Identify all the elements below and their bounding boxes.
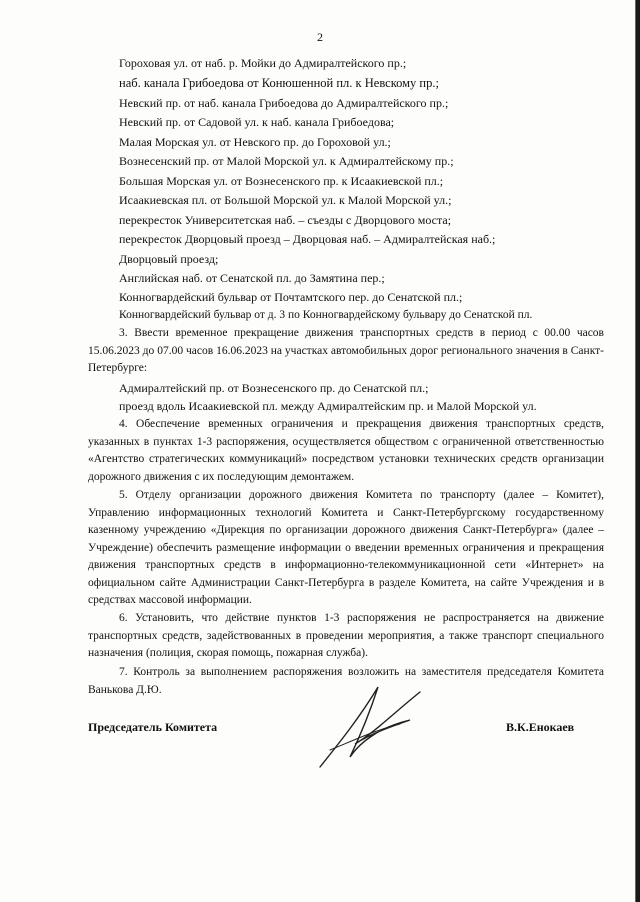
paragraph-6: 6. Установить, что действие пунктов 1-3 распоряжения не распространяется на движение транспортных средств, задействованных в проведении мероприятия, а также транспорт специального назначения (полиция, скорая помощь, пожарная служба). xyxy=(88,612,604,659)
road-line: Вознесенский пр. от Малой Морской ул. к Адмиралтейскому пр.; xyxy=(119,154,454,168)
road-line: Конногвардейский бульвар от д. 3 по Конногвардейскому бульвару до Сенатской пл. xyxy=(119,309,533,321)
signature-name: В.К.Енокаев xyxy=(506,720,575,734)
road-line: наб. канала Грибоедова от Конюшенной пл. к Невскому пр.; xyxy=(119,76,439,90)
road-line: проезд вдоль Исаакиевской пл. между Адмиралтейским пр. и Малой Морской ул. xyxy=(119,399,537,413)
road-line: Конногвардейский бульвар от Почтамтского пер. до Сенатской пл.; xyxy=(119,290,463,304)
handwritten-signature xyxy=(300,672,430,782)
signature-title: Председатель Комитета xyxy=(88,720,218,734)
road-line: Адмиралтейский пр. от Вознесенского пр. до Сенатской пл.; xyxy=(119,381,429,395)
road-line: Невский пр. от Садовой ул. к наб. канала Грибоедова; xyxy=(119,115,395,129)
road-line: Малая Морская ул. от Невского пр. до Гороховой ул.; xyxy=(119,135,391,149)
road-line: Гороховая ул. от наб. р. Мойки до Адмиралтейского пр.; xyxy=(119,56,407,70)
road-line: Большая Морская ул. от Вознесенского пр. к Исаакиевской пл.; xyxy=(119,174,444,188)
paragraph-7: 7. Контроль за выполнением распоряжения возложить на заместителя председателя Комитета Ванькова Д.Ю. xyxy=(88,666,604,696)
road-line: Дворцовый проезд; xyxy=(119,252,219,266)
scan-edge xyxy=(636,0,640,902)
page-number: 2 xyxy=(317,30,323,44)
road-line: Исаакиевская пл. от Большой Морской ул. к Малой Морской ул.; xyxy=(119,193,452,207)
road-line: перекресток Дворцовый проезд – Дворцовая наб. – Адмиралтейская наб.; xyxy=(119,232,496,246)
paragraph-3: 3. Ввести временное прекращение движения транспортных средств в период с 00.00 часов 15.06.2023 до 07.00 часов 16.06.2023 на участках автомобильных дорог регионального значения в Санкт-Петербурге: xyxy=(88,327,604,374)
paragraph-4: 4. Обеспечение временных ограничения и прекращения движения транспортных средств, указанных в пунктах 1-3 распоряжения, осуществляется обществом с ограниченной ответственностью «Агентство стратегических коммуникаций» посредством установки технических средств организации дорожного движения с их последующим демонтажем. xyxy=(88,418,604,483)
road-line: перекресток Университетская наб. – съезды с Дворцового моста; xyxy=(119,213,452,227)
paragraph-5: 5. Отделу организации дорожного движения Комитета по транспорту (далее – Комитет), Управлению информационных технологий Комитета и Санкт-Петербургскому государственному казенному учреждению «Дирекция по организации дорожного движения Санкт-Петербурга» (далее – Учреждение) обеспечить размещение информации о введении временных ограничения и прекращения движения транспортных средств в информационно-телекоммуникационной сети «Интернет» на официальном сайте Администрации Санкт-Петербурга в разделе Комитета, на сайте Учреждения и в средствах массовой информации. xyxy=(88,489,604,606)
road-line: Невский пр. от наб. канала Грибоедова до Адмиралтейского пр.; xyxy=(119,96,449,110)
road-line: Английская наб. от Сенатской пл. до Замятина пер.; xyxy=(119,271,385,285)
